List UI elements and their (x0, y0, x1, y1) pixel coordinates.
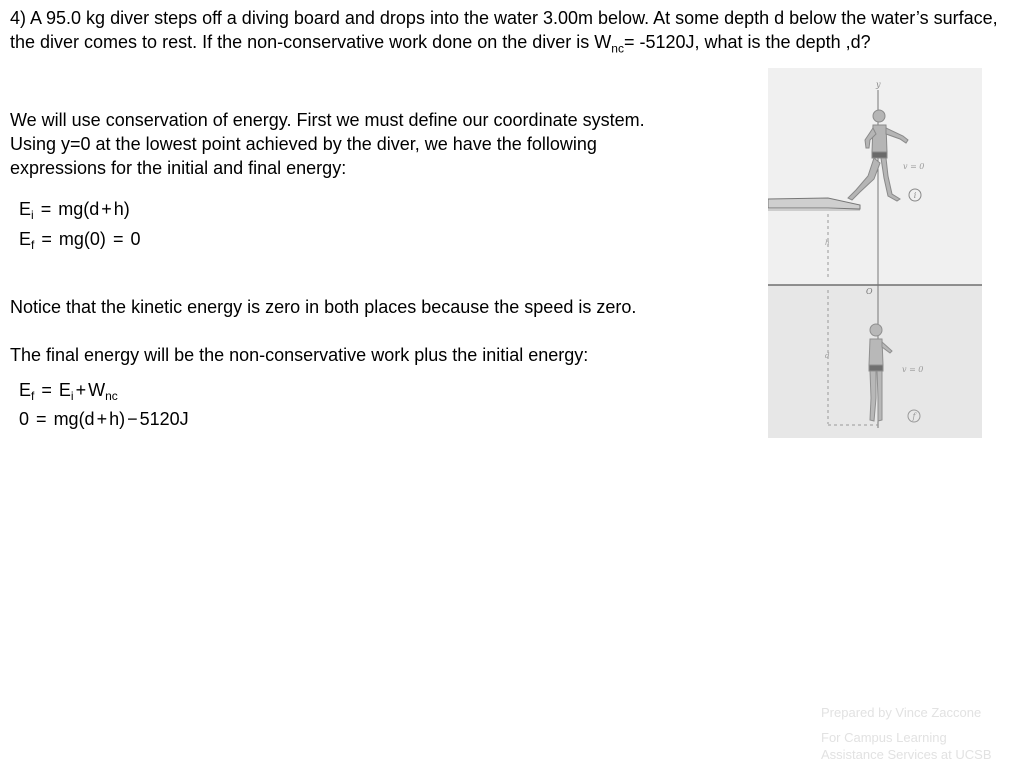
equation-final-energy: $E_f = mg(0) = 0$ (19, 229, 141, 252)
h-label: h (825, 239, 830, 247)
equation-initial-energy: $E_i = mg(d + h)$ (19, 199, 130, 222)
intro-line-2: Using y=0 at the lowest point achieved by the diver, we have the following (10, 134, 597, 154)
equation-solved: 0 = mg(d + h) − 5120J (19, 409, 189, 429)
d-label: d (825, 352, 830, 360)
intro-paragraph (10, 108, 750, 180)
kinetic-energy-note: Notice that the kinetic energy is zero in both places because the speed is zero. (10, 297, 637, 317)
credit-line-2: For Campus Learning (821, 730, 947, 745)
intro-line-1: We will use conservation of energy. First we must define our coordinate system. (10, 110, 645, 130)
marker-final-label: f (912, 412, 916, 421)
problem-text: 4) A 95.0 kg diver steps off a diving board and drops into the water 3.00m below. At some depth d below the water’s surface, the diver comes to rest. If the non-conservative work done on the diver is W (10, 8, 998, 52)
problem-subscript: nc (611, 41, 624, 56)
final-energy-note: The final energy will be the non-conservative work plus the initial energy: (10, 345, 589, 365)
problem-text-end: = -5120J, what is the depth ,d? (623, 32, 871, 52)
diver-figure (768, 68, 982, 438)
y-axis-label: y (876, 80, 881, 89)
intro-line-3: expressions for the initial and final energy: (10, 158, 347, 178)
credit-author: Prepared by Vince Zaccone (821, 705, 982, 720)
marker-initial-label: i (913, 191, 917, 200)
problem-statement (10, 6, 1000, 61)
velocity-label-top: v = 0 (903, 162, 925, 171)
velocity-label-bottom: v = 0 (902, 365, 924, 374)
credit-line-3: Assistance Services at UCSB (821, 747, 992, 762)
equation-energy-balance: $E_f = E_i + W_{nc}$ (19, 380, 118, 403)
origin-label: O (866, 287, 873, 296)
